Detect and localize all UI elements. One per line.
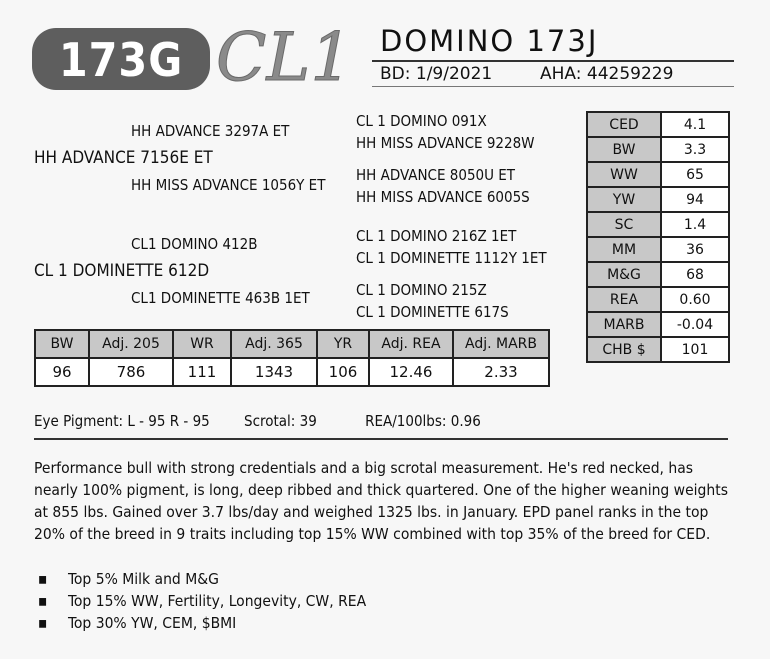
- epd-row: [587, 162, 729, 187]
- epd-value: 1.4: [661, 212, 729, 237]
- epd-row: [587, 337, 729, 362]
- eye-pigment: Eye Pigment: L - 95 R - 95: [34, 412, 210, 430]
- epd-row: [587, 287, 729, 312]
- epd-row: [587, 237, 729, 262]
- dam-sire-sire: CL 1 DOMINO 216Z 1ET: [356, 227, 517, 245]
- epd-row: [587, 312, 729, 337]
- epd-trait: REA: [587, 287, 661, 312]
- epd-trait: BW: [587, 137, 661, 162]
- scrotal: Scrotal: 39: [244, 412, 317, 430]
- lot-number-badge: 173G: [32, 28, 210, 90]
- header-cell: Adj. REA: [369, 330, 453, 358]
- epd-trait: WW: [587, 162, 661, 187]
- epd-trait: SC: [587, 212, 661, 237]
- epd-value: 3.3: [661, 137, 729, 162]
- value-cell: 786: [89, 358, 173, 386]
- sire-dam-sire: HH ADVANCE 8050U ET: [356, 166, 516, 184]
- cl1-logo: [210, 14, 370, 94]
- birth-date: BD: 1/9/2021: [380, 64, 493, 84]
- value-cell: 1343: [231, 358, 317, 386]
- epd-row: [587, 262, 729, 287]
- list-item: ▪ Top 5% Milk and M&G: [34, 568, 366, 590]
- epd-row: [587, 187, 729, 212]
- dam-dam-sire: CL 1 DOMINO 215Z: [356, 281, 487, 299]
- epd-row: [587, 212, 729, 237]
- epd-value: 68: [661, 262, 729, 287]
- epd-value: -0.04: [661, 312, 729, 337]
- aha-number: AHA: 44259229: [540, 64, 674, 84]
- value-cell: 2.33: [453, 358, 549, 386]
- dam: CL 1 DOMINETTE 612D: [34, 261, 210, 281]
- list-item: ▪ Top 15% WW, Fertility, Longevity, CW, REA: [34, 590, 366, 612]
- header-cell: Adj. 205: [89, 330, 173, 358]
- header-cell: Adj. 365: [231, 330, 317, 358]
- header-cell: Adj. MARB: [453, 330, 549, 358]
- epd-value: 94: [661, 187, 729, 212]
- sire-sire-dam: HH MISS ADVANCE 9228W: [356, 134, 535, 152]
- epd-value: 4.1: [661, 112, 729, 137]
- epd-value: 36: [661, 237, 729, 262]
- header-cell: YR: [317, 330, 369, 358]
- value-cell: 106: [317, 358, 369, 386]
- dam-sire-dam: CL 1 DOMINETTE 1112Y 1ET: [356, 249, 547, 267]
- epd-row: [587, 112, 729, 137]
- performance-value-row: [35, 358, 549, 386]
- divider: [372, 86, 734, 87]
- epd-trait: CHB $: [587, 337, 661, 362]
- header-cell: BW: [35, 330, 89, 358]
- epd-trait: CED: [587, 112, 661, 137]
- dam-sire: CL1 DOMINO 412B: [131, 235, 258, 253]
- description: Performance bull with strong credentials and a big scrotal measurement. He's red necked, has nearly 100% pigment, is long, deep ribbed and thick quartered. One of the higher weaning weights at 855 lbs. Gained over 3.7 lbs/day and weighed 1325 lbs. in January. EPD panel ranks in the top 20% of the breed in 9 traits including top 15% WW combined with top 35% of the breed for CED.: [34, 459, 728, 543]
- sire-sire: HH ADVANCE 3297A ET: [131, 122, 290, 140]
- bull-name: DOMINO 173J: [380, 24, 599, 58]
- header-cell: WR: [173, 330, 231, 358]
- epd-value: 65: [661, 162, 729, 187]
- value-cell: 96: [35, 358, 89, 386]
- epd-trait: MARB: [587, 312, 661, 337]
- dam-dam: CL1 DOMINETTE 463B 1ET: [131, 289, 310, 307]
- epd-row: [587, 137, 729, 162]
- sire: HH ADVANCE 7156E ET: [34, 148, 213, 168]
- logo-text: CL1: [216, 19, 353, 94]
- sire-dam: HH MISS ADVANCE 1056Y ET: [131, 176, 326, 194]
- highlights-list: [34, 568, 366, 634]
- epd-value: 101: [661, 337, 729, 362]
- epd-trait: MM: [587, 237, 661, 262]
- list-item: ▪ Top 30% YW, CEM, $BMI: [34, 612, 366, 634]
- dam-dam-dam: CL 1 DOMINETTE 617S: [356, 303, 509, 321]
- performance-table: [34, 329, 550, 387]
- value-cell: 12.46: [369, 358, 453, 386]
- epd-value: 0.60: [661, 287, 729, 312]
- divider: [34, 438, 728, 440]
- rea-per-100lbs: REA/100lbs: 0.96: [365, 412, 481, 430]
- sire-sire-sire: CL 1 DOMINO 091X: [356, 112, 487, 130]
- sire-dam-dam: HH MISS ADVANCE 6005S: [356, 188, 530, 206]
- epd-trait: M&G: [587, 262, 661, 287]
- stats-line: [34, 412, 485, 430]
- epd-table: [586, 111, 730, 363]
- value-cell: 111: [173, 358, 231, 386]
- performance-header-row: [35, 330, 549, 358]
- epd-trait: YW: [587, 187, 661, 212]
- divider: [372, 60, 734, 62]
